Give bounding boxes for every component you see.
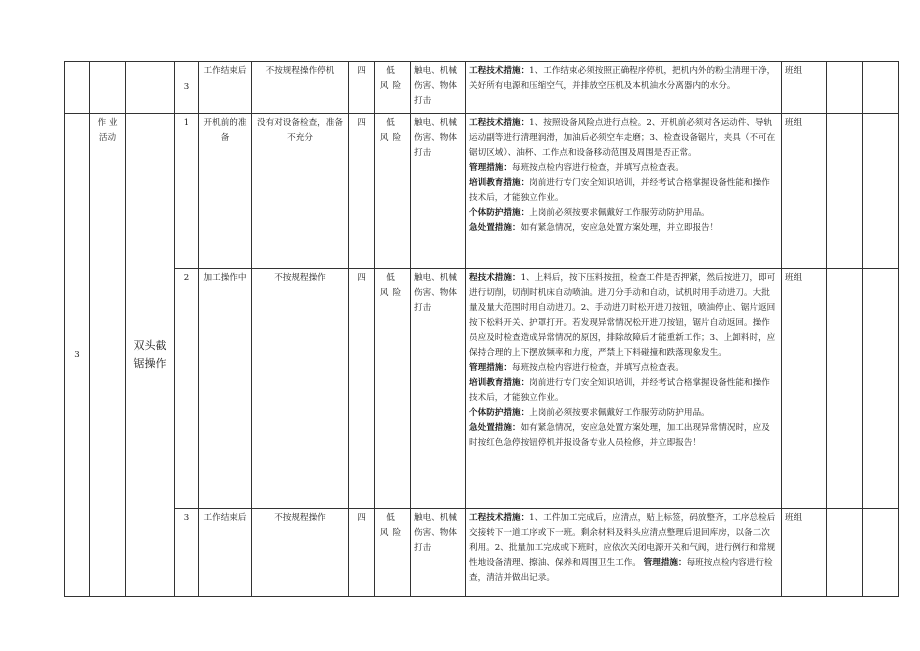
cell-empty — [827, 62, 863, 114]
risk-level: 低 风险 — [375, 114, 411, 269]
cell-empty — [827, 114, 863, 269]
cell-empty — [827, 269, 863, 509]
control-measures — [466, 269, 782, 509]
cell-empty — [863, 269, 899, 509]
table-row — [65, 269, 899, 509]
risk-level: 低 风险 — [375, 62, 411, 114]
cell-empty — [863, 509, 899, 597]
cell-empty — [65, 62, 90, 114]
measure-item: 管理措施：每班按点检内容进行检查，并填写点检查表。 — [469, 163, 684, 173]
cell-empty — [863, 114, 899, 269]
responsible-unit: 班组 — [782, 509, 827, 597]
table-row — [65, 62, 899, 114]
responsible-unit: 班组 — [782, 114, 827, 269]
process-name: 双头截锯操作 — [126, 114, 175, 597]
hazard-description: 不按规程操作停机 — [252, 62, 349, 114]
cell-empty — [827, 509, 863, 597]
measure-item: 培训教育措施：岗前进行专门安全知识培训，并经考试合格掌握设备性能和操作技术后，才能独立作业。 — [469, 178, 770, 203]
measure-item: 急处置措施：如有紧急情况，安应急处置方案处理，并立即报告！ — [469, 223, 719, 233]
step-number: 2 — [175, 269, 199, 509]
measure-item: 工程技术措施：1、工件加工完成后，应清点，贴上标签，码放整齐，工序总检后交接转下一道工序或下一班。剩余材料及料头应清点整理后退回库房，以备二次利用。2、批量加工完成或下班时，应依次关闭电源开关和气阀，进行例行和常规性地设备清理、擦油、保养和周围卫生工作。 管理措施：每班按点检内容进行检查，清洁并做出记录。 — [469, 513, 776, 583]
step-number: 1 — [175, 114, 199, 269]
table-row — [65, 114, 899, 269]
hazard-description: 不按规程操作 — [252, 269, 349, 509]
control-level: 四 — [349, 269, 375, 509]
control-measures — [466, 62, 782, 114]
risk-level: 低 风险 — [375, 509, 411, 597]
hazard-description: 没有对设备检查，准备不充分 — [252, 114, 349, 269]
control-level: 四 — [349, 114, 375, 269]
cell-empty — [126, 62, 175, 114]
cell-empty — [90, 62, 126, 114]
step-number: 3 — [175, 62, 199, 114]
work-stage: 开机前的准备 — [199, 114, 252, 269]
measure-item: 工程技术措施：1、按照设备风险点进行点检。2、开机前必须对各运动件、导轨运动副等进行清理润滑，加油后必须空车走磨；3、检查设备锯片，夹具（不可在锯切区域）、油杯、工作点和设备移动范围及周围是否正常。 — [469, 118, 776, 158]
control-measures — [466, 114, 782, 269]
work-stage: 工作结束后 — [199, 509, 252, 597]
table-row — [65, 509, 899, 597]
hazard-description: 不按规程操作 — [252, 509, 349, 597]
consequence: 触电、机械伤害、物体打击 — [411, 509, 466, 597]
work-stage: 工作结束后 — [199, 62, 252, 114]
measure-item: 程技术措施：1、上料后，按下压料按扭，检查工件是否押紧，然后按进刀，即可进行切削，切削时机床自动喷油。进刀分手动和自动，试机时用手动进刀。大批量及量大范围时用自动进刀。2、手动进刀时松开进刀按钮，喷油停止、锯片返回按下松料开关、护罩打开。若发现异常情况松开进刀按钮，锯片自动返回。操作员应及时检查造成异常情况的原因，排除故障后才能重新工作；3、上卸料时，应保持合理的上下摆放频率和力度，严禁上下料碰撞和跌落现象发生。 — [469, 273, 776, 358]
measure-item: 个体防护措施：上岗前必须按要求佩戴好工作服劳动防护用品。 — [469, 408, 710, 418]
measure-item: 个体防护措施：上岗前必须按要求佩戴好工作服劳动防护用品。 — [469, 208, 710, 218]
cell-empty — [863, 62, 899, 114]
measure-item: 急处置措施：如有紧急情况，安应急处置方案处理，加工出现异常情况时，应及时按红色急停按钮停机并报设备专业人员检修，并立即报告！ — [469, 423, 770, 448]
work-stage: 加工操作中 — [199, 269, 252, 509]
risk-control-table — [64, 61, 899, 597]
responsible-unit: 班组 — [782, 269, 827, 509]
consequence: 触电、机械伤害、物体打击 — [411, 62, 466, 114]
measure-item: 管理措施：每班按点检内容进行检查，并填写点检查表。 — [469, 363, 684, 373]
consequence: 触电、机械伤害、物体打击 — [411, 114, 466, 269]
control-level: 四 — [349, 62, 375, 114]
section-number: 3 — [65, 114, 90, 597]
consequence: 触电、机械伤害、物体打击 — [411, 269, 466, 509]
activity-category: 作 业 活动 — [90, 114, 126, 597]
step-number: 3 — [175, 509, 199, 597]
measure-item: 工程技术措施：1、工作结束必须按照正确程序停机，把机内外的粉尘清理干净，关好所有电源和压缩空气，并排放空压机及本机油水分离器内的水分。 — [469, 66, 776, 91]
risk-level: 低 风险 — [375, 269, 411, 509]
control-measures — [466, 509, 782, 597]
measure-item: 培训教育措施：岗前进行专门安全知识培训，并经考试合格掌握设备性能和操作技术后，才能独立作业。 — [469, 378, 770, 403]
responsible-unit: 班组 — [782, 62, 827, 114]
control-level: 四 — [349, 509, 375, 597]
